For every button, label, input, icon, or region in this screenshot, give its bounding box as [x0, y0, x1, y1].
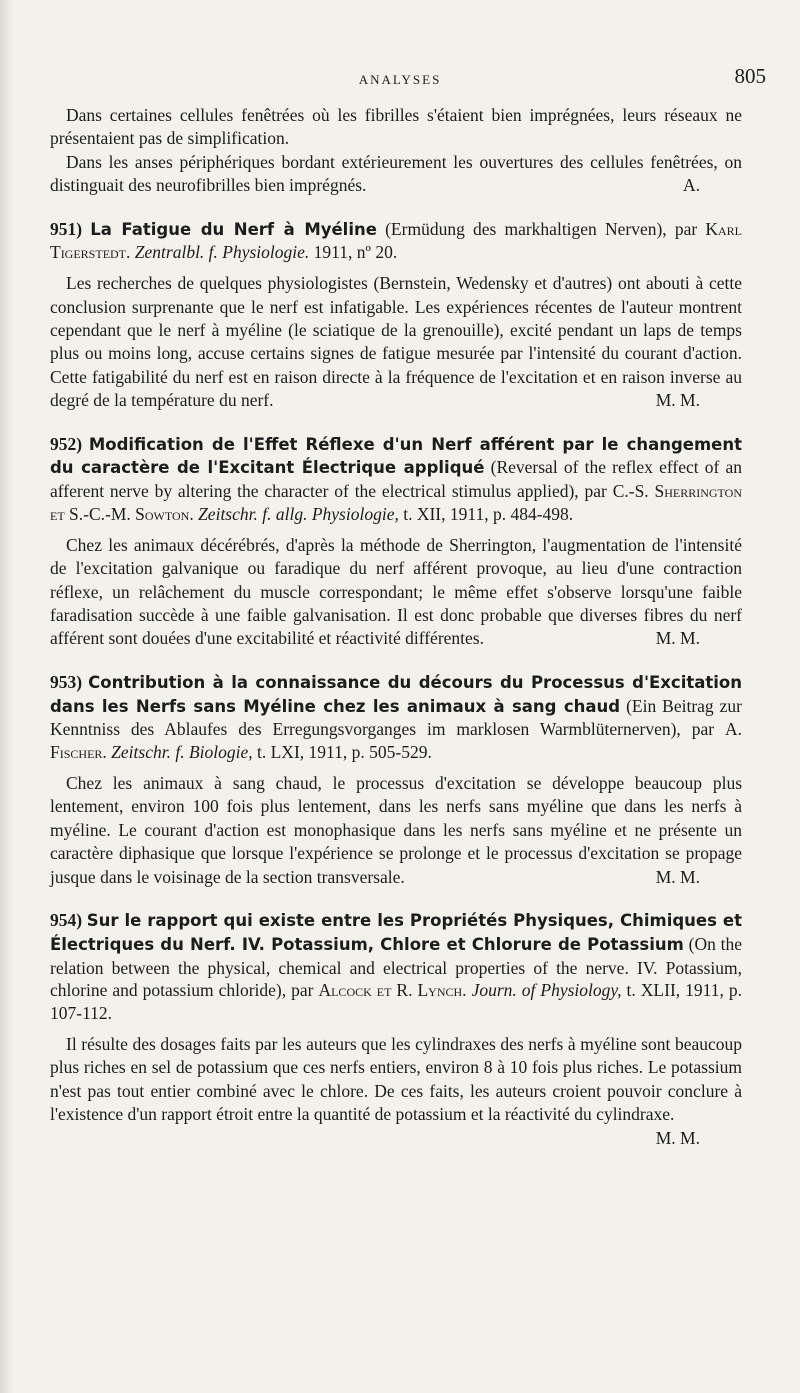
- article-signature: M. M.: [655, 1127, 700, 1148]
- article-number: 952): [50, 433, 83, 454]
- article-body-text: Chez les animaux décérébrés, d'après la méthode de Sherrington, l'augmentation de l'intensité de l'excitation galvanique ou faradique du nerf afférent provoque, au lieu d'une contraction réflexe, un relâchement du muscle correspondant; le même effet s'observe lorsqu'une faible faradisation succède à une faible galvanisation. Il est donc probable que diverses fibres du nerf afférent sont douées d'une excitabilité et réactivité différentes.: [50, 534, 742, 649]
- article-952: [50, 433, 742, 651]
- article-953: [50, 671, 742, 889]
- article-reference: 1911, nº 20.: [313, 242, 398, 263]
- article-author: Alcock et R. Lynch.: [318, 980, 467, 1001]
- article-title: Sur le rapport qui existe entre les Propriétés Physiques, Chimiques et Électriques du Nerf. IV. Potassium, Chlore et Chlorure de Potassium: [50, 911, 742, 954]
- article-body: Il résulte des dosages faits par les auteurs que les cylindraxes des nerfs à myéline sont beaucoup plus riches en sel de potassium que ces nerfs entiers, environ 8 à 10 fois plus riches. Le potassium n'est pas tout entier combiné avec le chlore. De ces faits, les auteurs croient pouvoir conclure à l'existence d'un rapport étroit entre la quantité de potassium et la réactivité du cylindraxe.: [50, 1034, 742, 1125]
- article-signature: M. M.: [655, 390, 700, 411]
- article-number: 954): [50, 910, 83, 931]
- page-header: [0, 64, 800, 94]
- article-author: C.-S. Sherrington et S.-C.-M. Sowton.: [50, 481, 743, 525]
- article-heading: [50, 433, 742, 526]
- page-content: [50, 104, 742, 1149]
- article-original-title: (Reversal of the reflex effect of an afferent nerve by altering the character of the electrical stimulus applied), par: [50, 457, 743, 502]
- article-signature: M. M.: [655, 628, 700, 649]
- article-author: Karl Tigerstedt.: [50, 218, 742, 263]
- article-heading: [50, 218, 742, 265]
- article-title: La Fatigue du Nerf à Myéline: [90, 219, 377, 239]
- article-journal: Zeitschr. f. Biologie,: [111, 742, 253, 763]
- article-heading: [50, 671, 742, 764]
- article-original-title: (On the relation between the physical, chemical and electrical properties of the nerve. IV. Potassium, chlorine and potassium chloride), par: [50, 933, 743, 1001]
- article-body: [50, 534, 742, 651]
- article-954: [50, 909, 742, 1149]
- article-body: [50, 272, 742, 412]
- intro-paragraph-2: [50, 151, 742, 198]
- article-number: 953): [50, 671, 83, 692]
- article-heading: [50, 909, 742, 1025]
- article-title: Modification de l'Effet Réflexe d'un Nerf afférent par le changement du caractère de l'Excitant Électrique appliqué: [50, 434, 742, 478]
- article-reference: t. XII, 1911, p. 484-498.: [403, 504, 574, 525]
- article-original-title: (Ein Beitrag zur Kenntniss des Ablaufes des Erregungsvorganges im marklosen Warmblüternerven), par: [50, 695, 743, 740]
- article-body: [50, 772, 742, 889]
- article-journal: Zentralbl. f. Physiologie.: [134, 242, 310, 263]
- article-body-text: Chez les animaux à sang chaud, le processus d'excitation se développe beaucoup plus lentement, environ 100 fois plus lentement, dans les nerfs sans myéline que dans les nerfs à myéline. Le courant d'action est monophasique dans les nerfs sans myéline et ne présente un caractère diphasique que lorsque l'expérience se prolonge et le processus d'excitation se propage jusque dans le voisinage de la section transversale.: [50, 773, 742, 887]
- page-number: 805: [734, 64, 766, 88]
- article-reference: t. XLII, 1911, p. 107-112.: [50, 980, 742, 1024]
- running-title: ANALYSES: [358, 72, 442, 87]
- article-signature: M. M.: [655, 866, 700, 887]
- article-original-title: (Ermüdung des markhaltigen Nerven), par: [385, 218, 698, 239]
- article-title: Contribution à la connaissance du décours du Processus d'Excitation dans les Nerfs sans Myéline chez les animaux à sang chaud: [50, 672, 743, 716]
- article-journal: Zeitschr. f. allg. Physiologie,: [198, 504, 399, 525]
- article-journal: Journ. of Physiology,: [471, 980, 622, 1001]
- article-body-text: Les recherches de quelques physiologistes (Bernstein, Wedensky et d'autres) ont abouti à cette conclusion surprenante que le nerf est infatigable. Les expériences récentes de l'auteur montrent cependant que le nerf à myéline (le sciatique de la grenouille), excité pendant un laps de temps plus ou moins long, accuse certains signes de fatigue mesurée par l'intensité du courant d'action. Cette fatigabilité du nerf est en raison directe à la fréquence de l'excitation et en raison inverse au degré de la température du nerf.: [50, 273, 742, 411]
- intro-paragraph-1: Dans certaines cellules fenêtrées où les fibrilles s'étaient bien imprégnées, leurs réseaux ne présentaient pas de simplification.: [50, 105, 742, 149]
- article-author: A. Fischer.: [50, 719, 743, 763]
- intro-paragraph-2-text: Dans les anses périphériques bordant extérieurement les ouvertures des cellules fenêtrées, on distinguait des neurofibrilles bien imprégnés.: [50, 151, 742, 196]
- article-reference: t. LXI, 1911, p. 505-529.: [257, 742, 432, 763]
- article-number: 951): [50, 218, 83, 239]
- intro-signature: A.: [682, 175, 700, 196]
- article-951: [50, 218, 742, 413]
- page-edge-shadow: [0, 0, 14, 1393]
